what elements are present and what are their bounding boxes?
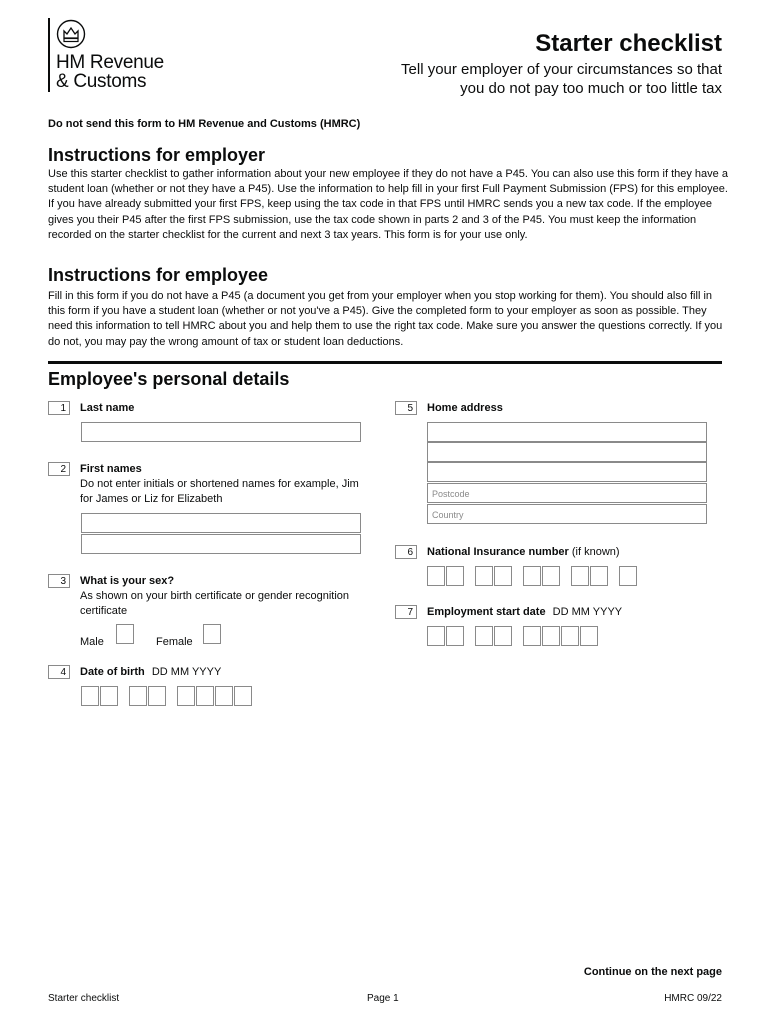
dob-year-4[interactable] <box>234 686 252 706</box>
first-names-input-line-2[interactable] <box>81 534 361 554</box>
do-not-send-notice: Do not send this form to HM Revenue and Customs (HMRC) <box>48 118 361 130</box>
ni-box-1[interactable] <box>427 566 445 586</box>
sex-label: What is your sex? <box>80 575 175 587</box>
hmrc-logo-text <box>56 53 164 91</box>
employee-instructions-heading: Instructions for employee <box>48 265 269 285</box>
question-number-4: 4 <box>48 665 70 679</box>
address-line-1-input[interactable] <box>427 422 707 442</box>
address-line-2-input[interactable] <box>427 442 707 462</box>
first-names-label: First names <box>80 463 142 475</box>
address-line-3-input[interactable] <box>427 462 707 482</box>
continue-notice: Continue on the next page <box>583 966 722 978</box>
ni-number-label <box>427 546 620 558</box>
dob-year-3[interactable] <box>215 686 233 706</box>
section-divider <box>48 361 722 364</box>
date-of-birth-label <box>80 666 221 678</box>
postcode-placeholder: Postcode <box>432 489 470 499</box>
question-number-6: 6 <box>395 545 417 559</box>
date-of-birth-boxes <box>81 686 253 706</box>
footer-form-code: HMRC 09/22 <box>664 993 722 1004</box>
employer-instructions-text: Use this starter checklist to gather information about your new employee if they do not have a P45. You can also use this form if they have a student loan (whether or not they have a P45). Use the information to help fill in your first Full Payment Submission (FPS) for this employee. If you have already submitted your first FPS, keep using the tax code in that FPS until HMRC sends you a new tax code. If the employee gives you their P45 after the first FPS submission, use the tax code shown in parts 2 and 3 of the P45. You must keep the information recorded on the starter checklist for the current and next 3 tax years. This form is for your use only. <box>48 168 728 241</box>
start-date-label <box>427 606 622 618</box>
dob-day-1[interactable] <box>81 686 99 706</box>
start-year-4[interactable] <box>580 626 598 646</box>
start-year-2[interactable] <box>542 626 560 646</box>
last-name-label: Last name <box>80 402 135 414</box>
first-names-input-line-1[interactable] <box>81 513 361 533</box>
question-number-2: 2 <box>48 462 70 476</box>
female-label: Female <box>156 636 193 648</box>
crown-crest-icon <box>56 19 86 49</box>
start-year-1[interactable] <box>523 626 541 646</box>
ni-number-label-text: National Insurance number <box>427 546 569 558</box>
personal-details-heading: Employee's personal details <box>48 369 290 389</box>
dob-year-1[interactable] <box>177 686 195 706</box>
logo-divider <box>48 18 50 92</box>
ni-box-7[interactable] <box>571 566 589 586</box>
country-placeholder: Country <box>432 510 464 520</box>
start-date-boxes <box>427 626 599 646</box>
start-day-2[interactable] <box>446 626 464 646</box>
question-number-5: 5 <box>395 401 417 415</box>
start-day-1[interactable] <box>427 626 445 646</box>
sex-help: As shown on your birth certificate or gender recognition certificate <box>80 590 350 617</box>
ni-box-9[interactable] <box>619 566 637 586</box>
employer-instructions-heading: Instructions for employer <box>48 145 266 165</box>
ni-number-label-suffix: (if known) <box>571 546 620 558</box>
footer-page-number: Page 1 <box>367 993 399 1004</box>
start-year-3[interactable] <box>561 626 579 646</box>
country-input[interactable] <box>427 504 707 524</box>
ni-box-4[interactable] <box>494 566 512 586</box>
page-subtitle: Tell your employer of your circumstances so that you do not pay too much or too little tax <box>401 61 722 97</box>
logo-line-2: & Customs <box>56 71 147 92</box>
page-title: Starter checklist <box>535 30 722 57</box>
ni-box-6[interactable] <box>542 566 560 586</box>
male-label: Male <box>80 636 104 648</box>
start-month-1[interactable] <box>475 626 493 646</box>
ni-box-3[interactable] <box>475 566 493 586</box>
question-number-1: 1 <box>48 401 70 415</box>
dob-month-1[interactable] <box>129 686 147 706</box>
start-month-2[interactable] <box>494 626 512 646</box>
female-checkbox[interactable] <box>203 624 221 644</box>
last-name-input[interactable] <box>81 422 361 442</box>
date-of-birth-format: DD MM YYYY <box>151 666 222 678</box>
start-date-format: DD MM YYYY <box>552 606 623 618</box>
ni-box-8[interactable] <box>590 566 608 586</box>
employee-instructions-text: Fill in this form if you do not have a P45 (a document you get from your employer when you stop working for them). You should also fill in this form if you have a student loan (whether or not you've a P45). Give the completed form to your employer as soon as possible. They need this information to tell HMRC about you and help them to use the right tax code. Make sure you answer the questions correctly. If you do not, you may pay the wrong amount of tax or student loan deductions. <box>48 290 723 348</box>
ni-box-2[interactable] <box>446 566 464 586</box>
logo-line-1: HM Revenue <box>56 52 164 73</box>
date-of-birth-label-text: Date of birth <box>80 666 145 678</box>
question-number-3: 3 <box>48 574 70 588</box>
first-names-help: Do not enter initials or shortened names for example, Jim for James or Liz for Elizabeth <box>80 478 359 505</box>
question-number-7: 7 <box>395 605 417 619</box>
ni-box-5[interactable] <box>523 566 541 586</box>
ni-number-boxes <box>427 566 638 586</box>
start-date-label-text: Employment start date <box>427 606 546 618</box>
dob-year-2[interactable] <box>196 686 214 706</box>
home-address-label: Home address <box>427 402 503 414</box>
dob-day-2[interactable] <box>100 686 118 706</box>
dob-month-2[interactable] <box>148 686 166 706</box>
footer-form-name: Starter checklist <box>48 993 120 1004</box>
male-checkbox[interactable] <box>116 624 134 644</box>
postcode-input[interactable] <box>427 483 707 503</box>
